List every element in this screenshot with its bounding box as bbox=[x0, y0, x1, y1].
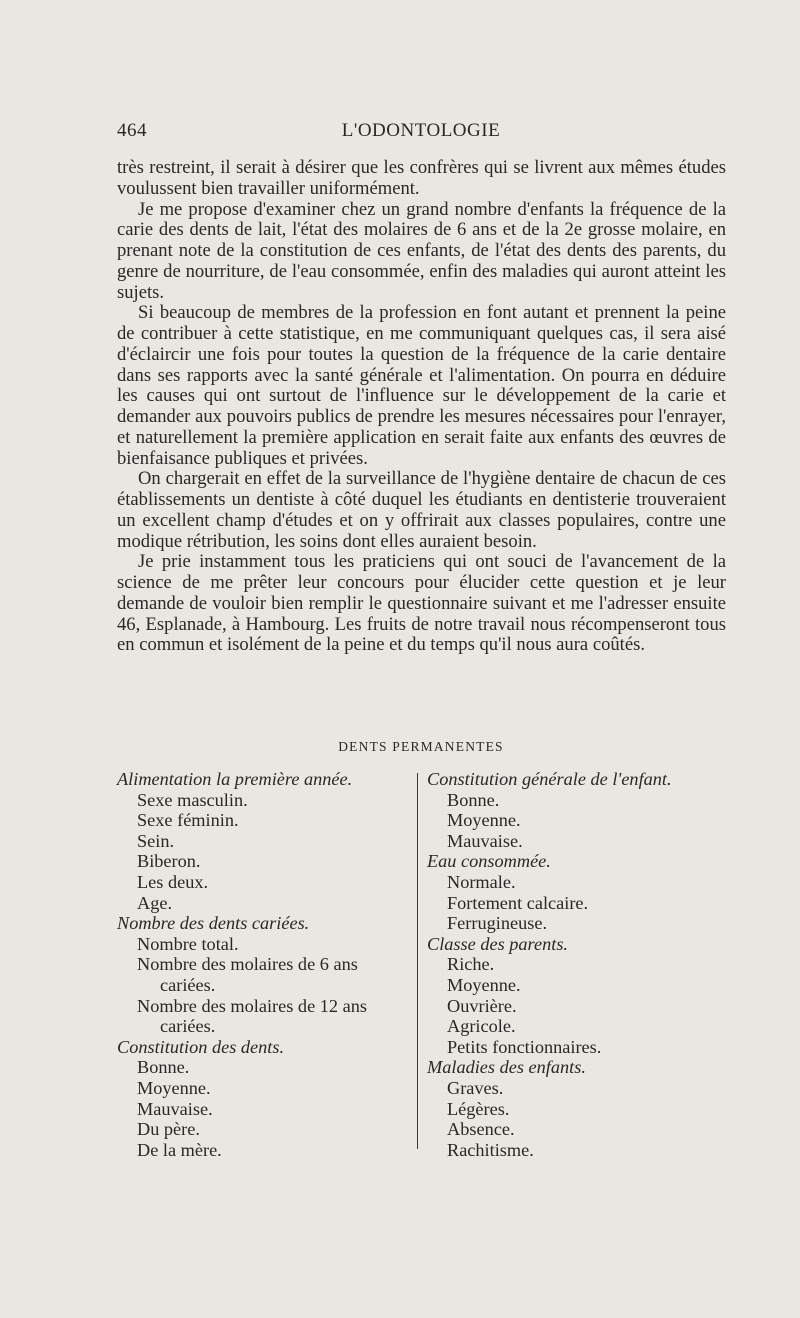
questionnaire-item: Bonne. bbox=[137, 1057, 190, 1078]
questionnaire-item: Sein. bbox=[137, 830, 175, 851]
questionnaire-item: Nombre des molaires de 12 ans bbox=[137, 995, 367, 1016]
questionnaire-item: Biberon. bbox=[137, 851, 201, 872]
running-head: L'ODONTOLOGIE bbox=[341, 120, 501, 141]
questionnaire-heading: Constitution générale de l'enfant. bbox=[427, 769, 672, 789]
questionnaire-item: Graves. bbox=[447, 1077, 504, 1098]
questionnaire-item: Mauvaise. bbox=[137, 1098, 213, 1119]
questionnaire-item: Moyenne. bbox=[447, 974, 521, 995]
questionnaire-item: Moyenne. bbox=[137, 1077, 211, 1098]
column-divider bbox=[417, 773, 418, 1149]
questionnaire-item: Riche. bbox=[447, 954, 495, 975]
paragraph: On chargerait en effet de la surveillance de l'hygiène dentaire de chacun de ces établissements un dentiste à côté duquel les étudiants en dentisterie trouveraient un excellent champ d'études et on y offrirait aux classes populaires, contre une modique rétribution, les soins dont elles auraient besoin. bbox=[117, 468, 726, 552]
paragraph: très restreint, il serait à désirer que les confrères qui se livrent aux mêmes études voulussent bien travailler uniformément. bbox=[117, 157, 726, 199]
questionnaire-item: Moyenne. bbox=[447, 810, 521, 831]
questionnaire-item: cariées. bbox=[160, 1016, 216, 1037]
questionnaire-item: Les deux. bbox=[137, 871, 209, 892]
paragraph: Je prie instamment tous les praticiens qui ont souci de l'avancement de la science de me prêter leur concours pour élucider cette question et je leur demande de vouloir bien remplir le questionnaire suivant et me l'adresser ensuite 46, Esplanade, à Hambourg. Les fruits de notre travail nous récompenseront tous en commun et isolément de la peine et du temps qu'il nous aura coûtés. bbox=[117, 551, 726, 656]
questionnaire-heading: Eau consommée. bbox=[427, 851, 551, 872]
questionnaire-item: De la mère. bbox=[137, 1139, 222, 1160]
questionnaire-item: Mauvaise. bbox=[447, 830, 523, 851]
questionnaire-item: Fortement calcaire. bbox=[447, 892, 589, 913]
questionnaire-item: Légères. bbox=[447, 1098, 510, 1119]
questionnaire-item: cariées. bbox=[160, 974, 216, 995]
questionnaire-heading: Constitution des dents. bbox=[117, 1036, 285, 1057]
page-header bbox=[117, 120, 725, 144]
questionnaire-heading: Classe des parents. bbox=[427, 933, 569, 954]
questionnaire-item: Age. bbox=[137, 892, 173, 913]
questionnaire-heading: Maladies des enfants. bbox=[427, 1057, 586, 1078]
questionnaire-item: Sexe féminin. bbox=[137, 810, 239, 831]
paragraph: Je me propose d'examiner chez un grand nombre d'enfants la fréquence de la carie des dents de lait, l'état des molaires de 6 ans et de la 2e grosse molaire, en prenant note de la constitution de ces enfants, de l'état des dents des parents, du genre de nourriture, de l'eau consommée, enfin des maladies qui auront atteint les sujets. bbox=[117, 198, 726, 303]
questionnaire-left-column bbox=[117, 769, 409, 1160]
questionnaire-heading: Nombre des dents cariées. bbox=[117, 913, 310, 934]
paragraph: Si beaucoup de membres de la profession en font autant et prennent la peine de contribuer à cette statistique, en me communiquant quelques cas, il sera aisé d'éclaircir une fois pour toutes la question de la fréquence de la carie dentaire dans ses rapports avec la santé générale et l'alimentation. On pourra en déduire les causes qui ont surtout de l'influence sur le développement de la carie et demander aux pouvoirs publics de prendre les mesures nécessaires pour l'enrayer, et naturellement la première application en serait faite aux enfants des œuvres de bienfaisance publiques et privées. bbox=[117, 302, 726, 469]
questionnaire-item: Normale. bbox=[447, 871, 516, 892]
questionnaire-item: Bonne. bbox=[447, 789, 500, 810]
page-number: 464 bbox=[117, 120, 147, 141]
questionnaire-item: Rachitisme. bbox=[447, 1139, 534, 1160]
questionnaire-item: Ferrugineuse. bbox=[447, 913, 548, 934]
body-text bbox=[117, 158, 726, 656]
questionnaire-heading: Alimentation la première année. bbox=[117, 769, 353, 789]
questionnaire-item: Absence. bbox=[447, 1119, 515, 1140]
questionnaire-item: Nombre des molaires de 6 ans bbox=[137, 954, 358, 975]
questionnaire-right-column bbox=[427, 769, 727, 1160]
questionnaire-item: Ouvrière. bbox=[447, 995, 517, 1016]
section-title: DENTS PERMANENTES bbox=[338, 739, 504, 754]
questionnaire-item: Nombre total. bbox=[137, 933, 239, 954]
questionnaire-item: Petits fonctionnaires. bbox=[447, 1036, 602, 1057]
questionnaire-item: Agricole. bbox=[447, 1016, 516, 1037]
questionnaire bbox=[117, 769, 726, 1159]
questionnaire-item: Sexe masculin. bbox=[137, 789, 248, 810]
questionnaire-item: Du père. bbox=[137, 1119, 200, 1140]
